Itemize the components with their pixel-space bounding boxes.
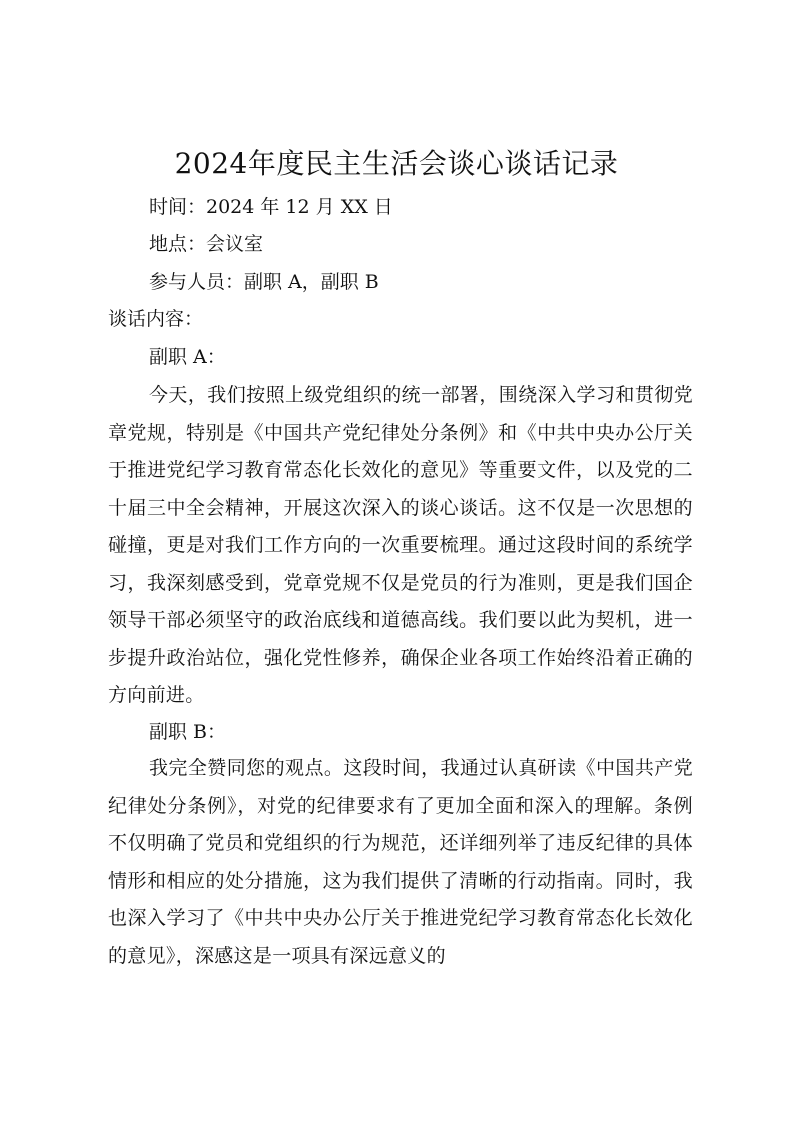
meeting-place: 地点：会议室 xyxy=(149,233,264,255)
speaker-a-label: 副职 A： xyxy=(149,346,226,368)
meeting-participants: 参与人员：副职 A，副职 B xyxy=(149,271,379,293)
speaker-b-label: 副职 B： xyxy=(149,721,227,743)
paragraph-speaker-b: 我完全赞同您的观点。这段时间，我通过认真研读《中国共产党纪律处分条例》，对党的纪律要求有了更加全面和深入的理解。条例不仅明确了党员和党组织的行为规范，还详细列举了违反纪律的具体情形和相应的处分措施，这为我们提供了清晰的行动指南。同时，我也深入学习了《中共中央办公厅关于推进党纪学习教育常态化长效化的意见》，深感这是一项具有深远意义的 xyxy=(108,757,693,967)
meeting-time: 时间：2024 年 12 月 XX 日 xyxy=(149,196,393,218)
content-label: 谈话内容： xyxy=(108,308,204,330)
paragraph-speaker-a: 今天，我们按照上级党组织的统一部署，围绕深入学习和贯彻党章党规，特别是《中国共产党纪律处分条例》和《中共中央办公厅关于推进党纪学习教育常态化长效化的意见》等重要文件，以及党的二十届三中全会精神，开展这次深入的谈心谈话。这不仅是一次思想的碰撞，更是对我们工作方向的一次重要梳理。通过这段时间的系统学习，我深刻感受到，党章党规不仅是党员的行为准则，更是我们国企领导干部必须坚守的政治底线和道德高线。我们要以此为契机，进一步提升政治站位，强化党性修养，确保企业各项工作始终沿着正确的方向前进。 xyxy=(108,384,693,706)
document-title: 2024年度民主生活会谈心谈话记录 xyxy=(174,147,619,180)
